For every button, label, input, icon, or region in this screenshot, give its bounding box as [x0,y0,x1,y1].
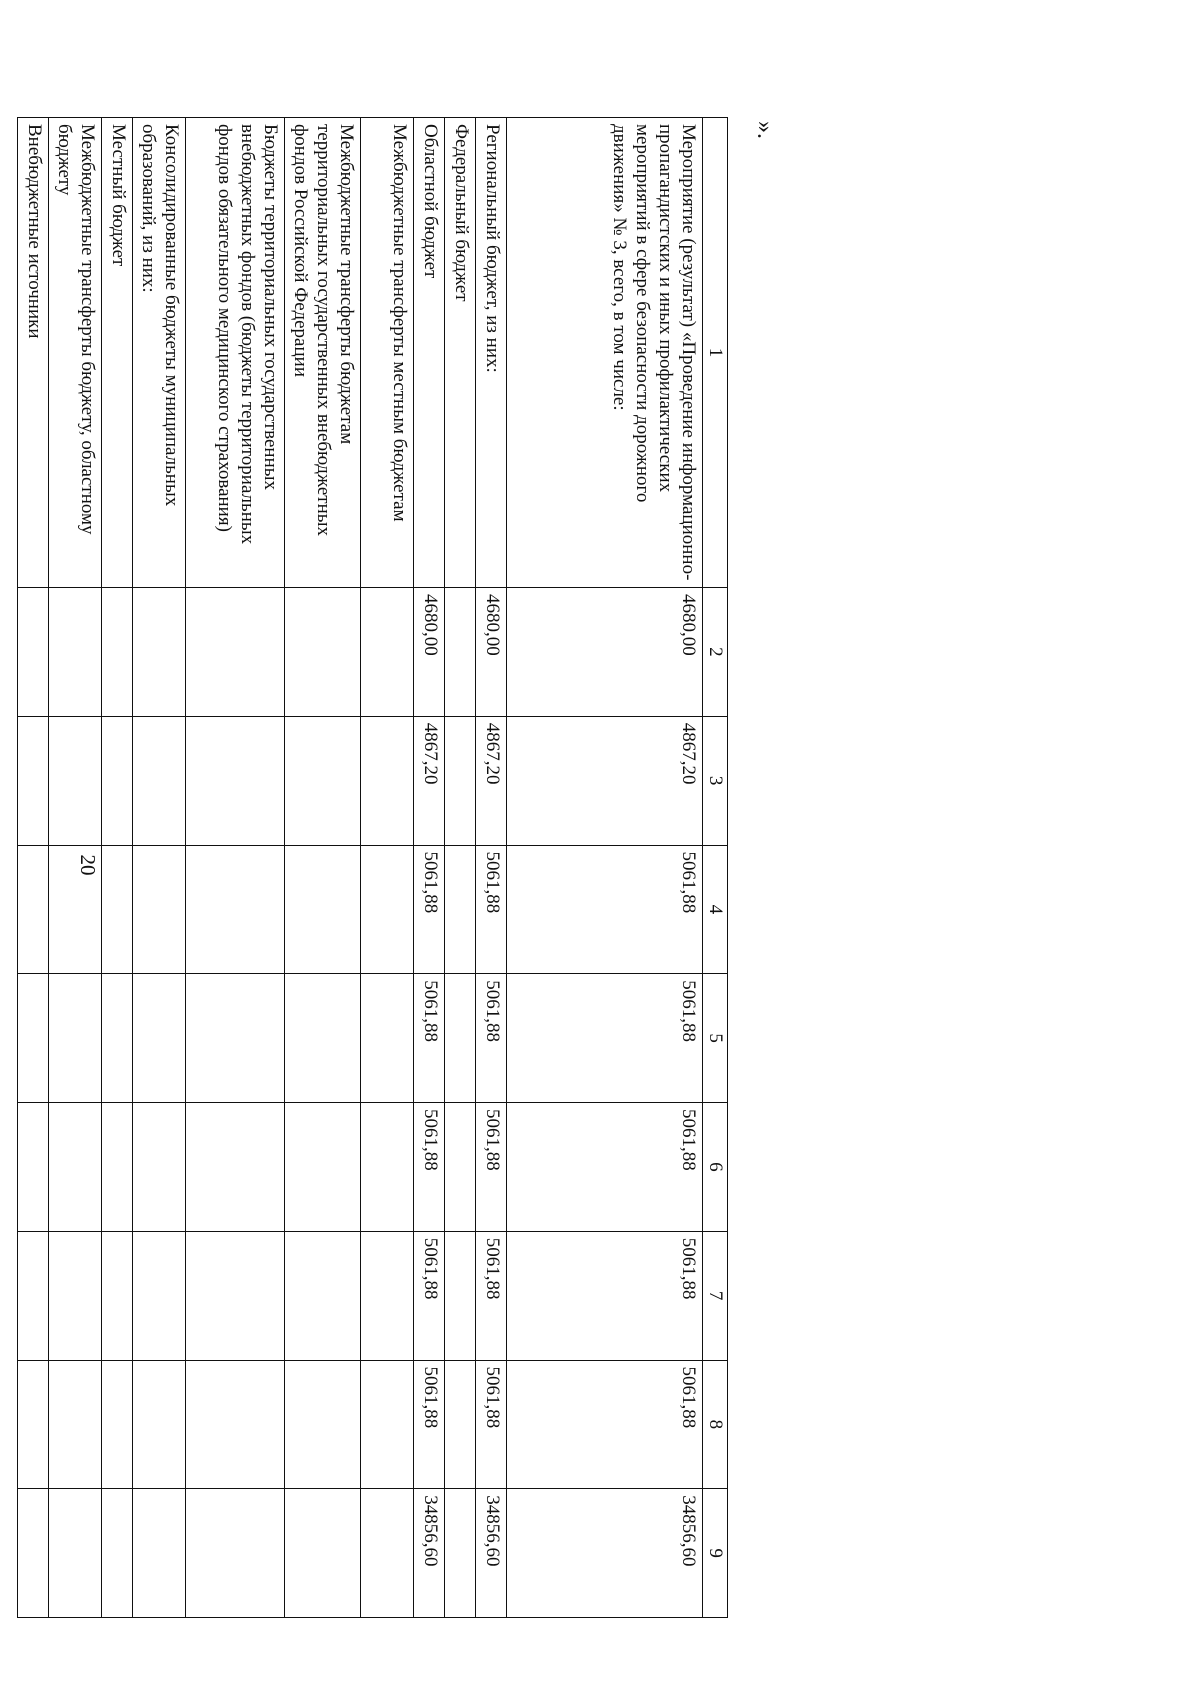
table-row [507,118,703,1618]
table-cell: 4680,00 [414,588,445,717]
table-row [285,118,361,1618]
table-cell: 4867,20 [476,716,507,845]
table-cell [102,1231,133,1360]
table-row [102,118,133,1618]
budget-table [17,117,728,1618]
table-cell [186,1489,285,1618]
closing-quote-mark: ». [752,121,778,139]
table-cell: 5061,88 [476,1103,507,1232]
column-header: 9 [703,1489,728,1618]
table-cell: 5061,88 [414,1360,445,1489]
table-cell [133,1489,186,1618]
table-cell [49,1103,102,1232]
table-row [476,118,507,1618]
table-cell: 34856,60 [414,1489,445,1618]
table-cell [49,974,102,1103]
table-row [414,118,445,1618]
table-cell [361,845,414,974]
table-cell: 5061,88 [476,974,507,1103]
table-cell [186,1103,285,1232]
row-label: Межбюджетные трансферты бюджетам территориальных государственных внебюджетных фондов Российской Федерации [285,118,361,588]
table-cell [445,845,476,974]
table-cell [445,1489,476,1618]
row-label: Внебюджетные источники [18,118,49,588]
table-cell [285,1231,361,1360]
table-cell [285,1103,361,1232]
table-cell [361,1360,414,1489]
table-cell [18,1360,49,1489]
column-header: 6 [703,1103,728,1232]
table-cell: 5061,88 [507,1231,703,1360]
table-cell [445,588,476,717]
table-row [186,118,285,1618]
table-row [133,118,186,1618]
column-header: 2 [703,588,728,717]
column-header: 7 [703,1231,728,1360]
table-cell: 5061,88 [414,845,445,974]
table-cell: 5061,88 [414,974,445,1103]
table-cell [361,1231,414,1360]
table-cell [102,1103,133,1232]
table-cell [361,1489,414,1618]
table-cell: 5061,88 [476,1360,507,1489]
table-cell [49,845,102,974]
table-cell [285,1489,361,1618]
table-cell: 4680,00 [476,588,507,717]
table-cell [285,1360,361,1489]
table-cell: 34856,60 [507,1489,703,1618]
table-cell [49,1231,102,1360]
table-cell [102,1489,133,1618]
table-cell [102,716,133,845]
row-label: Бюджеты территориальных государственных внебюджетных фондов (бюджеты территориальных фондов обязательного медицинского страхования) [186,118,285,588]
table-cell: 5061,88 [507,974,703,1103]
column-header: 1 [703,118,728,588]
table-cell: 5061,88 [507,845,703,974]
table-cell: 5061,88 [507,1103,703,1232]
table-cell [49,1489,102,1618]
table-cell [186,588,285,717]
table-cell [133,1360,186,1489]
table-cell [49,716,102,845]
table-cell [133,845,186,974]
table-cell [361,716,414,845]
table-cell [18,1489,49,1618]
row-label: Местный бюджет [102,118,133,588]
table-cell: 34856,60 [476,1489,507,1618]
table-cell [133,974,186,1103]
column-header: 5 [703,974,728,1103]
table-cell [186,1360,285,1489]
table-cell [18,716,49,845]
row-label: Мероприятие (результат) «Проведение информационно-пропагандистских и иных профилактических мероприятий в сфере безопасности дорожного движения» № 3, всего, в том числе: [507,118,703,588]
table-cell: 5061,88 [507,1360,703,1489]
table-cell [445,1103,476,1232]
table-cell [102,1360,133,1489]
table-cell [133,1231,186,1360]
table-cell [133,716,186,845]
table-row [445,118,476,1618]
table-cell [49,588,102,717]
table-cell [133,1103,186,1232]
table-cell [186,974,285,1103]
table-cell [18,974,49,1103]
table-cell [186,1231,285,1360]
table-cell: 4867,20 [414,716,445,845]
table-header-row [703,118,728,1618]
table-cell [445,974,476,1103]
table-row [18,118,49,1618]
table-cell [445,1360,476,1489]
row-label: Межбюджетные трансферты местным бюджетам [361,118,414,588]
row-label: Областной бюджет [414,118,445,588]
table-cell [361,1103,414,1232]
page-number: 20 [76,854,100,876]
table-row [361,118,414,1618]
column-header: 3 [703,716,728,845]
table-cell: 5061,88 [476,845,507,974]
table-cell [18,1103,49,1232]
column-header: 4 [703,845,728,974]
row-label: Федеральный бюджет [445,118,476,588]
table-cell [186,845,285,974]
table-cell: 5061,88 [476,1231,507,1360]
row-label: Региональный бюджет, из них: [476,118,507,588]
table-cell [49,1360,102,1489]
table-cell [445,1231,476,1360]
row-label: Межбюджетные трансферты бюджету, областному бюджету [49,118,102,588]
table-cell [361,588,414,717]
table-cell [18,845,49,974]
table-cell [445,716,476,845]
table-cell [18,588,49,717]
table-cell [285,588,361,717]
rotated-table-wrapper [24,117,728,1617]
table-cell [133,588,186,717]
table-cell [186,716,285,845]
table-cell [285,974,361,1103]
table-row [49,118,102,1618]
table-cell [361,974,414,1103]
table-cell: 4867,20 [507,716,703,845]
table-cell: 5061,88 [414,1231,445,1360]
table-cell [285,716,361,845]
table-cell [102,845,133,974]
table-cell [102,974,133,1103]
row-label: Консолидированные бюджеты муниципальных образований, из них: [133,118,186,588]
table-cell: 5061,88 [414,1103,445,1232]
column-header: 8 [703,1360,728,1489]
table-cell [285,845,361,974]
table-cell [18,1231,49,1360]
table-cell: 4680,00 [507,588,703,717]
table-cell [102,588,133,717]
